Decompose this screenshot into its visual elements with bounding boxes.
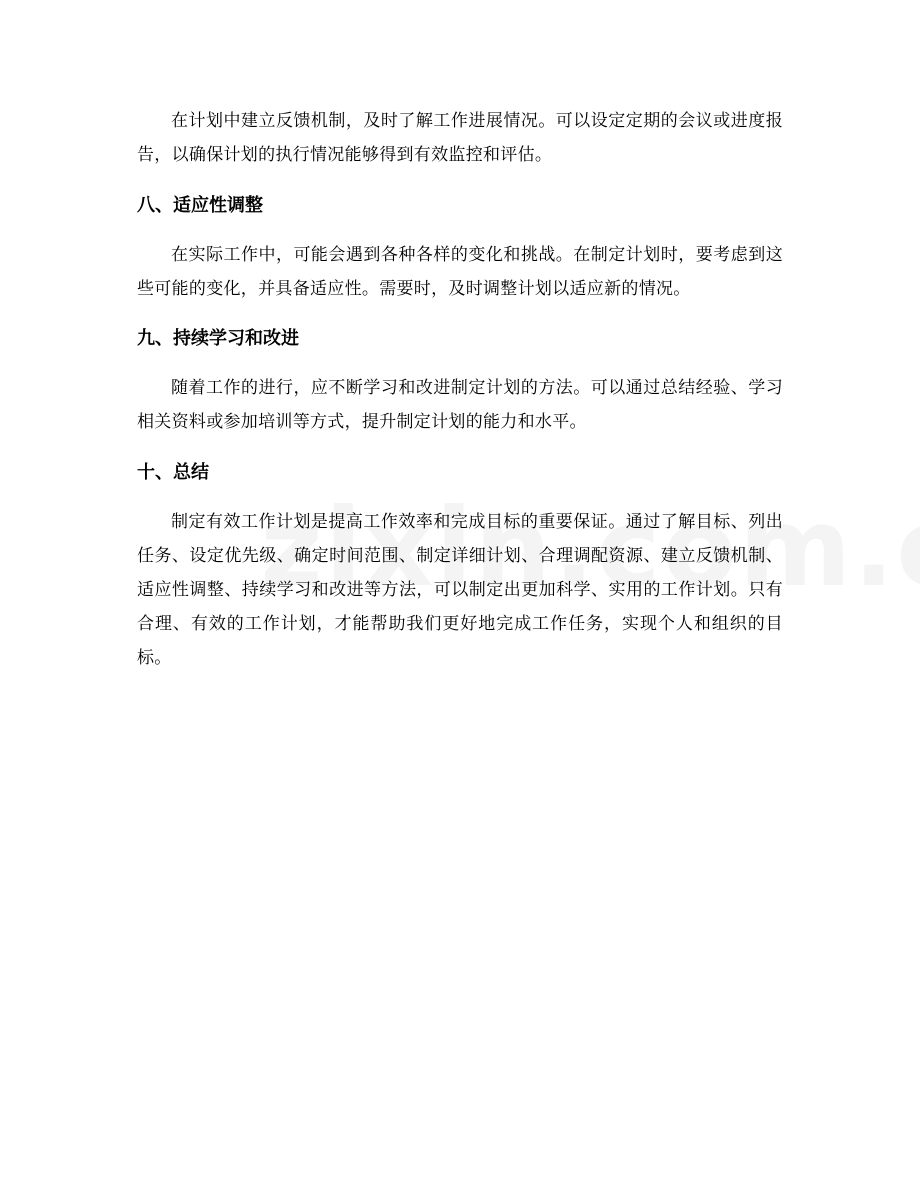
section-body-continuous-learning: 随着工作的进行，应不断学习和改进制定计划的方法。可以通过总结经验、学习相关资料或参加培训等方式，提升制定计划的能力和水平。	[137, 378, 783, 432]
section-body-summary: 制定有效工作计划是提高工作效率和完成目标的重要保证。通过了解目标、列出任务、设定优先级、确定时间范围、制定详细计划、合理调配资源、建立反馈机制、适应性调整、持续学习和改进等方法，可以制定出更加科学、实用的工作计划。只有合理、有效的工作计划，才能帮助我们更好地完成工作任务，实现个人和组织的目标。	[137, 512, 783, 668]
section-heading-continuous-learning: 九、持续学习和改进	[137, 328, 299, 349]
document-body	[137, 104, 783, 675]
section-heading-summary: 十、总结	[137, 462, 209, 483]
section-body-adaptability: 在实际工作中，可能会遇到各种各样的变化和挑战。在制定计划时，要考虑到这些可能的变化，并具备适应性。需要时，及时调整计划以适应新的情况。	[137, 245, 783, 299]
section-heading-adaptability: 八、适应性调整	[137, 195, 263, 216]
intro-paragraph: 在计划中建立反馈机制，及时了解工作进展情况。可以设定定期的会议或进度报告，以确保计划的执行情况能够得到有效监控和评估。	[137, 111, 783, 165]
